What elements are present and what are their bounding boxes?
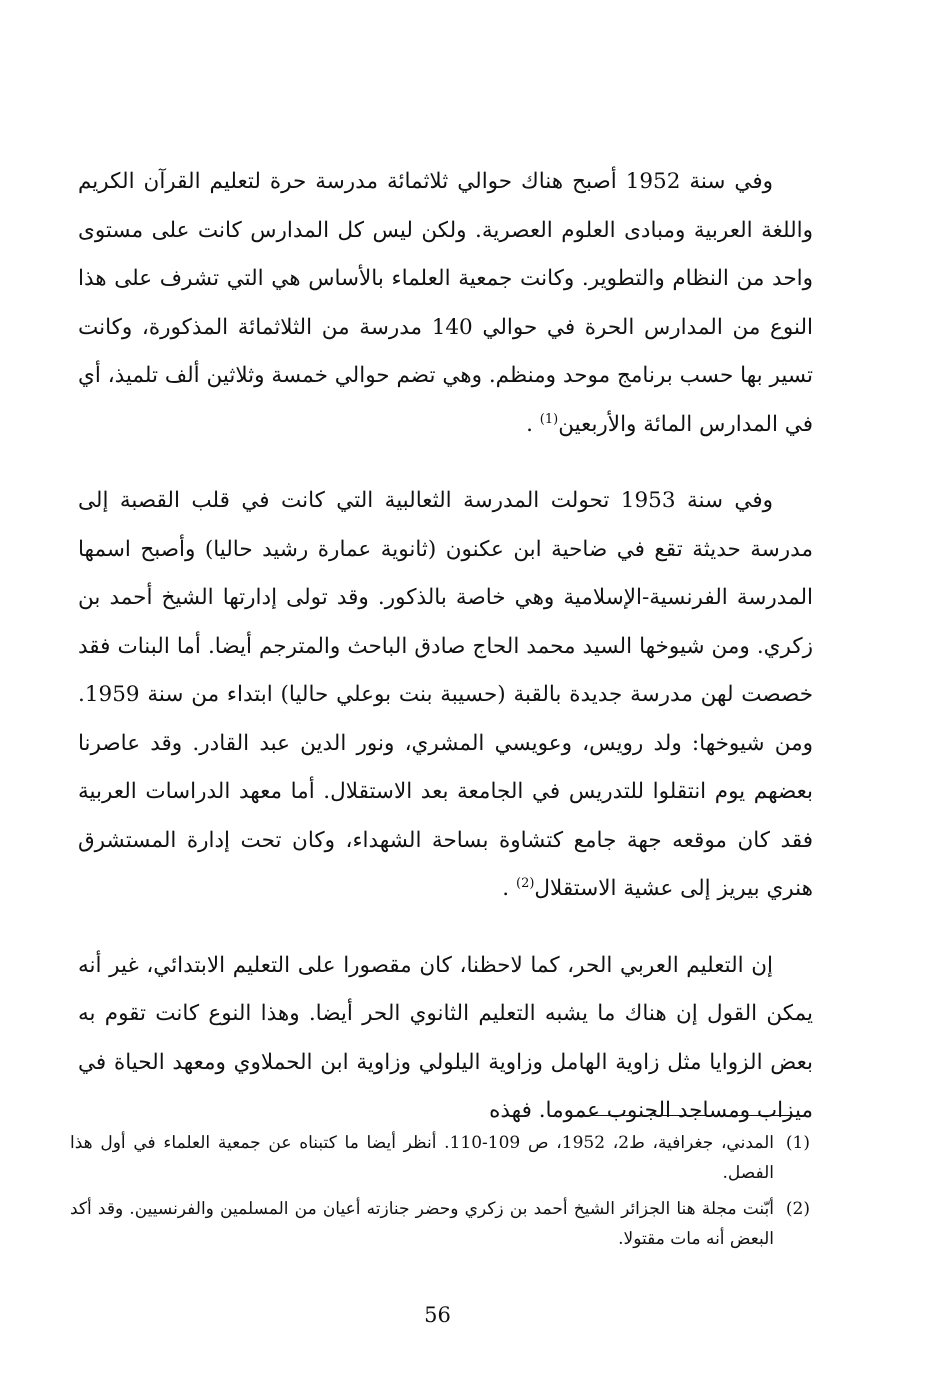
paragraph-3 bbox=[78, 942, 813, 1136]
footnote-1-text: المدني، جغرافية، ط2، 1952، ص 109-110. أنظر أيضا ما كتبناه عن جمعية العلماء في أول هذا الفصل. bbox=[70, 1133, 774, 1183]
paragraph-1 bbox=[78, 158, 813, 449]
paragraph-1-end: . bbox=[526, 411, 533, 437]
main-text bbox=[78, 158, 813, 1136]
footnote-2-text: أبّنت مجلة هنا الجزائر الشيخ أحمد بن زكري وحضر جنازته أعيان من المسلمين والفرنسيين. وقد أكد البعض أنه مات مقتولا. bbox=[70, 1199, 774, 1249]
paragraph-2 bbox=[78, 477, 813, 914]
paragraph-2-text: وفي سنة 1953 تحولت المدرسة الثعالبية التي كانت في قلب القصبة إلى مدرسة حديثة تقع في ضاحية ابن عكنون (ثانوية عمارة رشيد حاليا) وأصبح اسمها المدرسة الفرنسية-الإسلامية وهي خاصة بالذكور. وقد تولى إدارتها الشيخ أحمد بن زكري. ومن شيوخها السيد محمد الحاج صادق الباحث والمترجم أيضا. أما البنات فقد خصصت لهن مدرسة جديدة بالقبة (حسيبة بنت بوعلي حاليا) ابتداء من سنة 1959. ومن شيوخها: ولد رويس، وعويسي المشري، ونور الدين عبد القادر. وقد عاصرنا بعضهم يوم انتقلوا للتدريس في الجامعة بعد الاستقلال. أما معهد الدراسات العربية فقد كان موقعه جهة جامع كتشاوة بساحة الشهداء، وكان تحت إدارة المستشرق هنري بيريز إلى عشية الاستقلال bbox=[78, 488, 813, 901]
footnote-2-number: (2) bbox=[785, 1199, 810, 1219]
footnote-ref-2: (2) bbox=[515, 875, 535, 891]
footnote-ref-1: (1) bbox=[539, 411, 559, 427]
footnotes bbox=[70, 1128, 810, 1260]
paragraph-1-text: وفي سنة 1952 أصبح هناك حوالي ثلاثمائة مدرسة حرة لتعليم القرآن الكريم واللغة العربية ومبادى العلوم العصرية. ولكن ليس كل المدارس كانت على مستوى واحد من النظام والتطوير. وكانت جمعية العلماء بالأساس هي التي تشرف على هذا النوع من المدارس الحرة في حوالي 140 مدرسة من الثلاثمائة المذكورة، وكانت تسير بها حسب برنامج موحد ومنظم. وهي تضم حوالي خمسة وثلاثين ألف تلميذ، أي في المدارس المائة والأربعين bbox=[78, 169, 813, 437]
paragraph-2-end: . bbox=[502, 876, 510, 901]
footnote-2 bbox=[70, 1194, 810, 1254]
page-number: 56 bbox=[424, 1303, 451, 1327]
footnote-1 bbox=[70, 1128, 810, 1188]
footnote-divider bbox=[575, 1115, 803, 1116]
footnote-1-number: (1) bbox=[785, 1133, 810, 1153]
paragraph-3-text: إن التعليم العربي الحر، كما لاحظنا، كان مقصورا على التعليم الابتدائي، غير أنه يمكن القول إن هناك ما يشبه التعليم الثانوي الحر أيضا. وهذا النوع كانت تقوم به بعض الزوايا مثل زاوية الهامل وزاوية اليلولي وزاوية ابن الحملاوي ومعهد الحياة في ميزاب ومساجد الجنوب عموما. فهذه bbox=[78, 952, 813, 1123]
